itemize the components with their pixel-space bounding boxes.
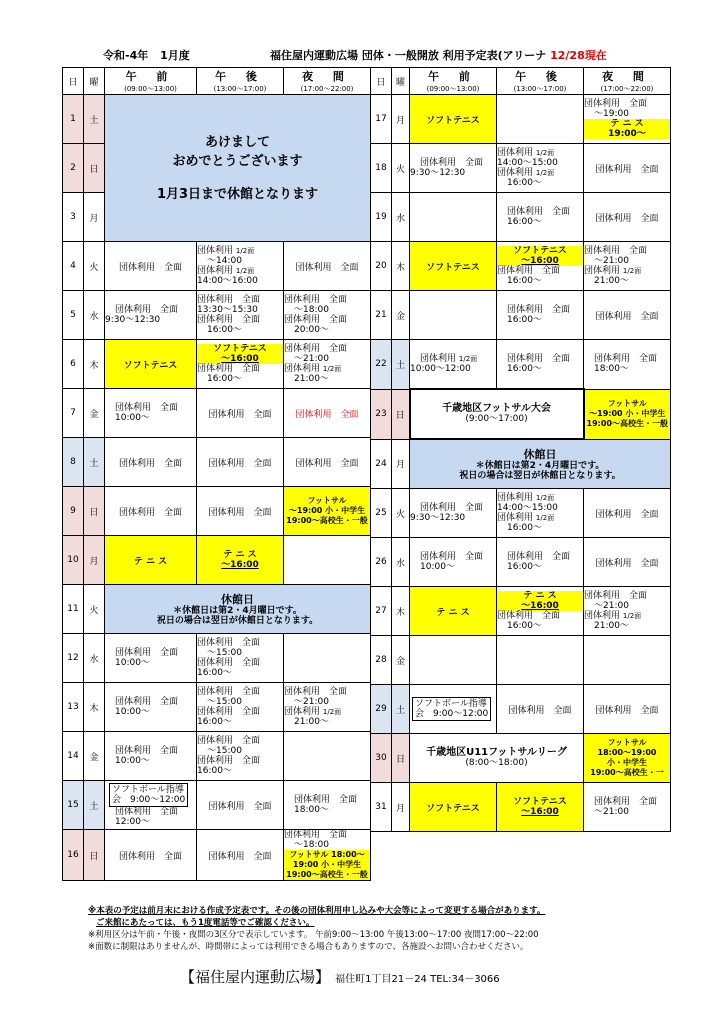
slot-am: 団体利用 全面 bbox=[105, 242, 197, 291]
day-number: 15 bbox=[63, 781, 84, 830]
table-row bbox=[371, 636, 671, 685]
day-number: 26 bbox=[371, 538, 392, 587]
table-row bbox=[371, 685, 671, 734]
table-row bbox=[371, 587, 671, 636]
slot-pm: 団体利用 1/2面 14:00～15:00 団体利用 1/2面 16:00～ bbox=[497, 144, 584, 193]
slot-night: 団体利用 全面 bbox=[584, 538, 671, 587]
table-row bbox=[63, 781, 371, 830]
day-of-week: 金 bbox=[84, 732, 105, 781]
day-number: 11 bbox=[63, 585, 84, 634]
slot-am: 団体利用 全面 9:30～12:30 bbox=[410, 489, 497, 538]
slot-am: ソフトボール指導 会 9:00～12:00 bbox=[410, 685, 497, 734]
slot-am: ソフトテニス bbox=[410, 783, 497, 832]
newyear-line2: おめでとうございます bbox=[172, 153, 303, 169]
table-row bbox=[371, 193, 671, 242]
slot-am: 団体利用 1/2面 10:00～12:00 bbox=[410, 340, 497, 390]
day-number: 14 bbox=[63, 732, 84, 781]
slot-pm: 団体利用 1/2面 14:00～15:00 団体利用 1/2面 16:00～ bbox=[497, 489, 584, 538]
day-of-week: 水 bbox=[84, 634, 105, 683]
day-of-week: 土 bbox=[392, 340, 410, 390]
day-number: 31 bbox=[371, 783, 392, 832]
facility-address: 福住町1丁目21－24 TEL:34－3066 bbox=[335, 974, 500, 985]
day-of-week: 月 bbox=[84, 193, 105, 242]
table-row bbox=[371, 340, 671, 390]
table-row bbox=[371, 389, 671, 439]
table-row bbox=[63, 487, 371, 536]
day-number: 16 bbox=[63, 830, 84, 881]
col-day: 日 bbox=[371, 68, 392, 95]
slot-am: 団体利用 全面 bbox=[105, 438, 197, 487]
slot-night: 団体利用 全面 ～21:00 団体利用 1/2面 21:00～ bbox=[284, 683, 371, 732]
table-row bbox=[63, 95, 371, 144]
slot-night: 団体利用 全面 18:00～ bbox=[284, 781, 371, 830]
table-row bbox=[371, 242, 671, 291]
schedule-left-table bbox=[62, 67, 371, 881]
slot-night: 団体利用 全面 ～21:00 団体利用 1/2面 21:00～ bbox=[584, 587, 671, 636]
slot-pm: 団体利用 全面 13:30～15:30 団体利用 全面 16:00～ bbox=[197, 291, 284, 340]
day-number: 18 bbox=[371, 144, 392, 193]
facility-name: 【福住屋内運動広場】 bbox=[180, 968, 331, 986]
slot-pm: ソフトテニス ～16:00 bbox=[497, 783, 584, 832]
slot-am: 団体利用 全面 9:30～12:30 bbox=[410, 144, 497, 193]
slot-night: フットサル ～19:00 小・中学生 19:00～高校生・一般 bbox=[584, 389, 671, 439]
day-of-week: 木 bbox=[84, 683, 105, 732]
event-u11-futsal-league: 千歳地区U11フットサルリーグ (8:00～18:00) bbox=[410, 734, 584, 783]
day-number: 1 bbox=[63, 95, 84, 144]
table-row bbox=[371, 538, 671, 587]
table-row bbox=[371, 489, 671, 538]
slot-night: 団体利用 全面 bbox=[584, 144, 671, 193]
slot-pm: 団体利用 全面 bbox=[197, 781, 284, 830]
day-number: 9 bbox=[63, 487, 84, 536]
closed-day-banner: 休館日 ＊休館日は第2・4月曜日です。 祝日の場合は翌日が休館日となります。 bbox=[410, 439, 671, 489]
slot-am: 団体利用 全面 10:00～ bbox=[105, 732, 197, 781]
slot-pm: 団体利用 全面 ～15:00 団体利用 全面 16:00～ bbox=[197, 683, 284, 732]
slot-am: ソフトテニス bbox=[410, 242, 497, 291]
table-row bbox=[63, 830, 371, 881]
header-as-of: 12/28現在 bbox=[550, 49, 607, 62]
slot-pm bbox=[497, 95, 584, 144]
col-day: 日 bbox=[63, 68, 84, 95]
day-number: 19 bbox=[371, 193, 392, 242]
slot-night: 団体利用 全面 18:00～ bbox=[584, 340, 671, 390]
slot-night: 団体利用 全面 ～21:00 団体利用 1/2面 21:00～ bbox=[284, 340, 371, 389]
day-number: 29 bbox=[371, 685, 392, 734]
footer-note-2: ご来館にあたっては、もう1度電話等でご確認ください。 bbox=[96, 918, 315, 928]
day-of-week: 月 bbox=[392, 439, 410, 489]
closed-day-banner: 休館日 ＊休館日は第2・4月曜日です。 祝日の場合は翌日が休館日となります。 bbox=[105, 585, 371, 634]
slot-am: 団体利用 全面 bbox=[105, 487, 197, 536]
slot-am bbox=[410, 193, 497, 242]
day-of-week: 土 bbox=[84, 438, 105, 487]
table-row bbox=[371, 734, 671, 783]
slot-night: 団体利用 全面 bbox=[584, 489, 671, 538]
table-row bbox=[63, 732, 371, 781]
slot-night: 団体利用 全面 ～18:00 フットサル 18:00～ 19:00 小・中学生 19:00～高校生・一般 bbox=[284, 830, 371, 881]
col-dow: 曜 bbox=[392, 68, 410, 95]
table-row bbox=[63, 340, 371, 389]
slot-pm: 団体利用 全面 16:00～ bbox=[497, 291, 584, 340]
day-number: 12 bbox=[63, 634, 84, 683]
table-row bbox=[63, 634, 371, 683]
day-of-week: 水 bbox=[392, 193, 410, 242]
slot-night: 団体利用 全面 ～21:00 bbox=[584, 783, 671, 832]
facility-contact bbox=[180, 966, 500, 987]
table-row bbox=[63, 536, 371, 585]
day-of-week: 木 bbox=[392, 587, 410, 636]
col-night: 夜 間 (17:00～22:00) bbox=[584, 68, 671, 95]
slot-night bbox=[284, 536, 371, 585]
day-of-week: 火 bbox=[84, 242, 105, 291]
day-number: 25 bbox=[371, 489, 392, 538]
day-number: 27 bbox=[371, 587, 392, 636]
day-of-week: 火 bbox=[84, 585, 105, 634]
slot-night: 団体利用 全面 ～19:00 テ ニ ス 19:00～ bbox=[584, 95, 671, 144]
col-pm: 午 後 (13:00～17:00) bbox=[197, 68, 284, 95]
slot-am: テ ニ ス bbox=[410, 587, 497, 636]
slot-night: 団体利用 全面 bbox=[284, 389, 371, 438]
day-number: 5 bbox=[63, 291, 84, 340]
slot-pm: 団体利用 全面 16:00～ bbox=[497, 193, 584, 242]
slot-am: ソフトボール指導 会 9:00～12:00 団体利用 全面 12:00～ bbox=[105, 781, 197, 830]
event-futsal-tournament: 千歳地区フットサル大会 (9:00～17:00) bbox=[410, 389, 584, 439]
slot-am: 団体利用 全面 10:00～ bbox=[105, 683, 197, 732]
table-row bbox=[63, 683, 371, 732]
slot-pm: 団体利用 全面 bbox=[197, 438, 284, 487]
slot-pm: 団体利用 全面 16:00～ bbox=[497, 340, 584, 390]
newyear-line3: 1月3日まで休館となります bbox=[156, 186, 319, 202]
day-number: 24 bbox=[371, 439, 392, 489]
day-number: 30 bbox=[371, 734, 392, 783]
day-number: 10 bbox=[63, 536, 84, 585]
slot-night: 団体利用 全面 bbox=[584, 291, 671, 340]
day-of-week: 水 bbox=[84, 291, 105, 340]
day-of-week: 月 bbox=[392, 783, 410, 832]
slot-pm: 団体利用 1/2面 ～14:00 団体利用 1/2面 14:00～16:00 bbox=[197, 242, 284, 291]
header-month: 1月度 bbox=[160, 49, 190, 62]
slot-night: 団体利用 全面 bbox=[284, 438, 371, 487]
slot-night: 団体利用 全面 ～21:00 団体利用 1/2面 21:00～ bbox=[584, 242, 671, 291]
slot-am: 団体利用 全面 bbox=[105, 830, 197, 881]
footer-note-1: ※本表の予定は前月末における作成予定表です。その後の団体利用申し込みや大会等によって変更する場合があります。 bbox=[88, 906, 546, 916]
slot-pm bbox=[497, 636, 584, 685]
day-number: 28 bbox=[371, 636, 392, 685]
slot-pm: 団体利用 全面 bbox=[197, 830, 284, 881]
slot-night bbox=[584, 636, 671, 685]
header-era-text: 令和-4年 bbox=[103, 49, 149, 62]
slot-night: フットサル 18:00～19:00 小・中学生 19:00～高校生・一 bbox=[584, 734, 671, 783]
slot-pm: 団体利用 全面 ～15:00 団体利用 全面 16:00～ bbox=[197, 732, 284, 781]
day-of-week: 木 bbox=[84, 340, 105, 389]
slot-am bbox=[410, 636, 497, 685]
newyear-closure bbox=[105, 95, 371, 242]
footer-note-4: ※面数に制限はありませんが、時間帯によっては利用できる場合もありますので、各施設へお問い合わせください。 bbox=[88, 942, 529, 952]
day-number: 13 bbox=[63, 683, 84, 732]
slot-pm: ソフトテニス ～16:00 団体利用 全面 16:00～ bbox=[197, 340, 284, 389]
slot-am bbox=[410, 291, 497, 340]
slot-pm: 団体利用 全面 ～15:00 団体利用 全面 16:00～ bbox=[197, 634, 284, 683]
table-row bbox=[371, 439, 671, 489]
table-row bbox=[63, 242, 371, 291]
slot-am: 団体利用 全面 10:00～ bbox=[105, 389, 197, 438]
slot-night bbox=[284, 732, 371, 781]
day-of-week: 土 bbox=[84, 781, 105, 830]
day-of-week: 日 bbox=[84, 144, 105, 193]
day-of-week: 火 bbox=[392, 144, 410, 193]
slot-pm: 団体利用 全面 bbox=[197, 487, 284, 536]
slot-am: テ ニ ス bbox=[105, 536, 197, 585]
day-number: 3 bbox=[63, 193, 84, 242]
header-title-block bbox=[270, 47, 607, 63]
day-of-week: 日 bbox=[84, 830, 105, 881]
table-row bbox=[371, 291, 671, 340]
table-row bbox=[63, 291, 371, 340]
col-dow: 曜 bbox=[84, 68, 105, 95]
slot-pm: 団体利用 全面 16:00～ bbox=[497, 538, 584, 587]
day-number: 17 bbox=[371, 95, 392, 144]
right-header-row bbox=[371, 68, 671, 95]
table-row bbox=[371, 144, 671, 193]
day-of-week: 金 bbox=[84, 389, 105, 438]
slot-pm: 団体利用 全面 bbox=[197, 389, 284, 438]
slot-pm: ソフトテニス ～16:00 団体利用 全面 16:00～ bbox=[497, 242, 584, 291]
col-pm: 午 後 (13:00～17:00) bbox=[497, 68, 584, 95]
day-number: 4 bbox=[63, 242, 84, 291]
slot-night: 団体利用 全面 bbox=[284, 242, 371, 291]
day-number: 23 bbox=[371, 389, 392, 439]
table-row bbox=[371, 95, 671, 144]
slot-pm: 団体利用 全面 bbox=[497, 685, 584, 734]
table-row bbox=[371, 783, 671, 832]
day-of-week: 土 bbox=[84, 95, 105, 144]
slot-pm: テ ニ ス ～16:00 bbox=[197, 536, 284, 585]
day-number: 2 bbox=[63, 144, 84, 193]
header-title: 福住屋内運動広場 団体・一般開放 利用予定表(アリーナ bbox=[270, 49, 547, 62]
day-of-week: 日 bbox=[392, 734, 410, 783]
schedule-right-table bbox=[370, 67, 671, 832]
slot-night: 団体利用 全面 bbox=[584, 685, 671, 734]
slot-night: 団体利用 全面 bbox=[584, 193, 671, 242]
day-number: 7 bbox=[63, 389, 84, 438]
day-of-week: 水 bbox=[392, 538, 410, 587]
day-of-week: 日 bbox=[84, 487, 105, 536]
day-number: 21 bbox=[371, 291, 392, 340]
day-of-week: 木 bbox=[392, 242, 410, 291]
day-of-week: 火 bbox=[392, 489, 410, 538]
newyear-line1: あけまして bbox=[204, 134, 270, 150]
col-am: 午 前 (09:00～13:00) bbox=[410, 68, 497, 95]
day-of-week: 日 bbox=[392, 389, 410, 439]
day-of-week: 月 bbox=[392, 95, 410, 144]
slot-am: 団体利用 全面 10:00～ bbox=[105, 634, 197, 683]
day-number: 20 bbox=[371, 242, 392, 291]
table-row bbox=[63, 438, 371, 487]
slot-night bbox=[284, 634, 371, 683]
day-of-week: 金 bbox=[392, 636, 410, 685]
header-era bbox=[103, 47, 190, 63]
day-of-week: 土 bbox=[392, 685, 410, 734]
slot-pm: テ ニ ス ～16:00 団体利用 全面 16:00～ bbox=[497, 587, 584, 636]
day-number: 8 bbox=[63, 438, 84, 487]
left-header-row bbox=[63, 68, 371, 95]
col-am: 午 前 (09:00～13:00) bbox=[105, 68, 197, 95]
day-of-week: 金 bbox=[392, 291, 410, 340]
table-row bbox=[63, 585, 371, 634]
slot-night: フットサル ～19:00 小・中学生 19:00～高校生・一般 bbox=[284, 487, 371, 536]
day-of-week: 月 bbox=[84, 536, 105, 585]
slot-am: 団体利用 全面 9:30～12:30 bbox=[105, 291, 197, 340]
slot-am: ソフトテニス bbox=[105, 340, 197, 389]
footer-note-3: ※利用区分は午前・午後・夜間の3区分で表示しています。 午前9:00～13:00 午後13:00～17:00 夜間17:00～22:00 bbox=[88, 930, 539, 940]
slot-am: 団体利用 全面 10:00～ bbox=[410, 538, 497, 587]
table-row bbox=[63, 389, 371, 438]
col-night: 夜 間 (17:00～22:00) bbox=[284, 68, 371, 95]
day-number: 22 bbox=[371, 340, 392, 390]
slot-am: ソフトテニス bbox=[410, 95, 497, 144]
day-number: 6 bbox=[63, 340, 84, 389]
slot-night: 団体利用 全面 ～18:00 団体利用 全面 20:00～ bbox=[284, 291, 371, 340]
